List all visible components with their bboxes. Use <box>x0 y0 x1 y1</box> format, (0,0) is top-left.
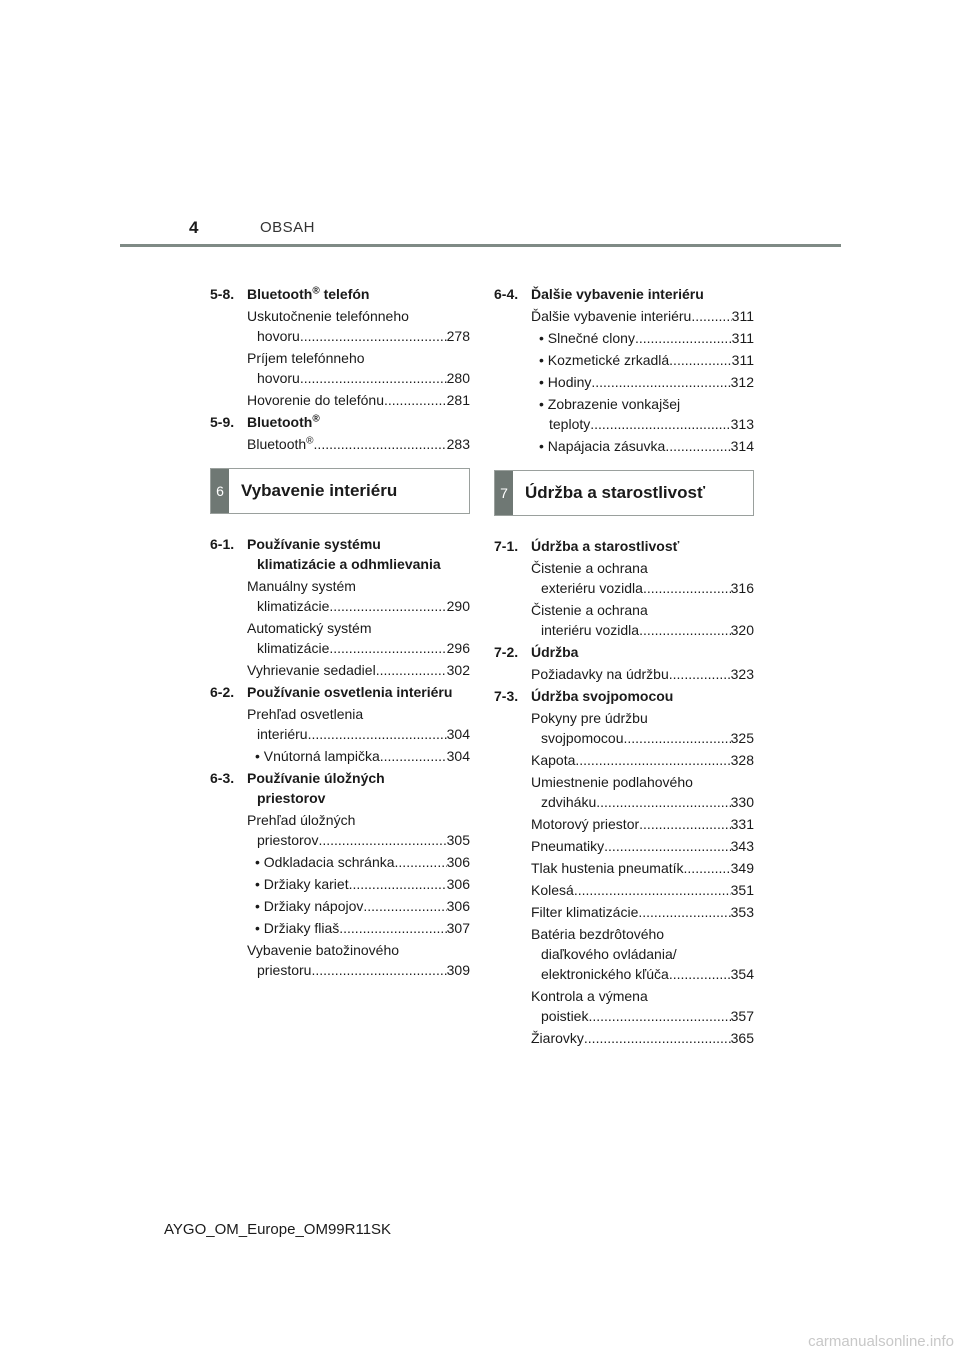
toc-entry[interactable]: Pokyny pre údržbu svojpomocou ..... 325 <box>531 708 754 748</box>
chapter-title: Údržba a starostlivosť <box>525 483 706 502</box>
toc-entry[interactable]: Automatický systém klimatizácie ..... 296 <box>247 618 470 658</box>
page-ref: 365 <box>730 1030 754 1046</box>
page-ref: 306 <box>446 898 470 914</box>
section-7-3[interactable]: 7-3. Údržba svojpomocou <box>494 688 674 704</box>
page-ref: 331 <box>730 816 754 832</box>
toc-entry[interactable]: Filter klimatizácie ..... 353 <box>531 902 754 922</box>
page-ref: 325 <box>730 730 754 746</box>
page-ref: 306 <box>446 854 470 870</box>
toc-entry[interactable]: Vybavenie batožinového priestoru ..... 309 <box>247 940 470 980</box>
toc-entry[interactable]: • Zobrazenie vonkajšej teploty ..... 313 <box>539 394 754 434</box>
page-ref: 330 <box>730 794 754 810</box>
page-ref: 311 <box>731 308 754 324</box>
section-6-3[interactable]: 6-3. Používanie úložných priestorov <box>210 770 385 806</box>
chapter-7-box[interactable] <box>494 470 754 516</box>
page-ref: 306 <box>446 876 470 892</box>
page-ref: 343 <box>730 838 754 854</box>
chapter-title: Vybavenie interiéru <box>241 481 398 500</box>
section-6-2[interactable]: 6-2. Používanie osvetlenia interiéru <box>210 684 453 700</box>
section-6-1[interactable]: 6-1. Používanie systému klimatizácie a odhmlievania <box>210 536 441 572</box>
page-ref: 349 <box>730 860 754 876</box>
page-ref: 354 <box>730 966 754 982</box>
toc-entry[interactable]: Bluetooth® ..... 283 <box>247 434 470 454</box>
page-ref: 314 <box>730 438 754 454</box>
toc-entry[interactable]: • Držiaky fliaš ..... 307 <box>255 918 470 938</box>
page-ref: 283 <box>446 436 470 452</box>
section-5-9[interactable]: 5-9. Bluetooth® <box>210 413 320 430</box>
page-ref: 328 <box>730 752 754 768</box>
toc-entry[interactable]: • Kozmetické zrkadlá ..... 311 <box>539 350 754 370</box>
page-ref: 290 <box>446 598 470 614</box>
toc-entry[interactable]: • Napájacia zásuvka ..... 314 <box>539 436 754 456</box>
toc-entry[interactable]: Kapota ..... 328 <box>531 750 754 770</box>
page-ref: 296 <box>446 640 470 656</box>
page-number: 4 <box>189 218 199 237</box>
toc-entry[interactable]: Prehľad osvetlenia interiéru ..... 304 <box>247 704 470 744</box>
page-ref: 280 <box>446 370 470 386</box>
toc-entry[interactable]: Umiestnenie podlahového zdviháku ..... 330 <box>531 772 754 812</box>
page-ref: 304 <box>446 748 470 764</box>
toc-entry[interactable]: • Vnútorná lampička ..... 304 <box>255 746 470 766</box>
chapter-tab: 6 <box>211 469 229 513</box>
section-6-4[interactable]: 6-4. Ďalšie vybavenie interiéru <box>494 286 704 302</box>
toc-entry[interactable]: Tlak hustenia pneumatík ..... 349 <box>531 858 754 878</box>
footer-code: AYGO_OM_Europe_OM99R11SK <box>164 1221 392 1238</box>
page-ref: 307 <box>446 920 470 936</box>
section-5-8[interactable]: 5-8. Bluetooth® telefón <box>210 285 370 302</box>
toc-entry[interactable]: Vyhrievanie sedadiel ..... 302 <box>247 660 470 680</box>
page-ref: 281 <box>446 392 470 408</box>
page-ref: 311 <box>731 352 754 368</box>
toc-entry[interactable]: Kontrola a výmena poistiek ..... 357 <box>531 986 754 1026</box>
toc-entry[interactable]: Čistenie a ochrana interiéru vozidla ..... 320 <box>531 600 754 640</box>
toc-entry[interactable]: • Slnečné clony ..... 311 <box>539 328 754 348</box>
toc-entry[interactable]: Manuálny systém klimatizácie ..... 290 <box>247 576 470 616</box>
page-ref: 357 <box>730 1008 754 1024</box>
toc-left-column <box>210 284 470 982</box>
page-ref: 302 <box>446 662 470 678</box>
toc-entry[interactable]: Čistenie a ochrana exteriéru vozidla ..... 316 <box>531 558 754 598</box>
page-ref: 320 <box>730 622 754 638</box>
toc-entry[interactable]: • Hodiny ..... 312 <box>539 372 754 392</box>
toc-entry[interactable]: • Držiaky nápojov ..... 306 <box>255 896 470 916</box>
page-ref: 309 <box>446 962 470 978</box>
page-ref: 323 <box>730 666 754 682</box>
toc-entry[interactable]: • Odkladacia schránka ..... 306 <box>255 852 470 872</box>
page-ref: 278 <box>446 328 470 344</box>
page-ref: 351 <box>730 882 754 898</box>
toc-entry[interactable]: • Držiaky kariet ..... 306 <box>255 874 470 894</box>
watermark: carmanualsonline.info <box>808 1333 954 1350</box>
toc-entry[interactable]: Požiadavky na údržbu ..... 323 <box>531 664 754 684</box>
toc-entry[interactable]: Motorový priestor ..... 331 <box>531 814 754 834</box>
toc-entry[interactable]: Žiarovky ..... 365 <box>531 1028 754 1048</box>
page-ref: 312 <box>730 374 754 390</box>
page-ref: 305 <box>446 832 470 848</box>
page-ref: 311 <box>731 330 754 346</box>
toc-entry[interactable]: Ďalšie vybavenie interiéru ..... 311 <box>531 306 754 326</box>
header-rule <box>120 244 841 247</box>
toc-entry[interactable]: Batéria bezdrôtového diaľkového ovládania/ elektronického kľúča ..... 354 <box>531 924 754 984</box>
toc-entry[interactable]: Pneumatiky ..... 343 <box>531 836 754 856</box>
toc-entry[interactable]: Príjem telefónneho hovoru ..... 280 <box>247 348 470 388</box>
page-ref: 316 <box>730 580 754 596</box>
toc-entry[interactable]: Hovorenie do telefónu ..... 281 <box>247 390 470 410</box>
section-7-2[interactable]: 7-2. Údržba <box>494 644 579 660</box>
toc-entry[interactable]: Prehľad úložných priestorov ..... 305 <box>247 810 470 850</box>
page-ref: 304 <box>446 726 470 742</box>
chapter-tab: 7 <box>495 471 513 515</box>
page-ref: 353 <box>730 904 754 920</box>
header-title: OBSAH <box>260 219 316 236</box>
toc-entry[interactable]: Uskutočnenie telefónneho hovoru ..... 278 <box>247 306 470 346</box>
page-ref: 313 <box>730 416 754 432</box>
section-7-1[interactable]: 7-1. Údržba a starostlivosť <box>494 538 680 554</box>
toc-right-column <box>494 284 754 1050</box>
toc-entry[interactable]: Kolesá ..... 351 <box>531 880 754 900</box>
chapter-6-box[interactable] <box>210 468 470 514</box>
